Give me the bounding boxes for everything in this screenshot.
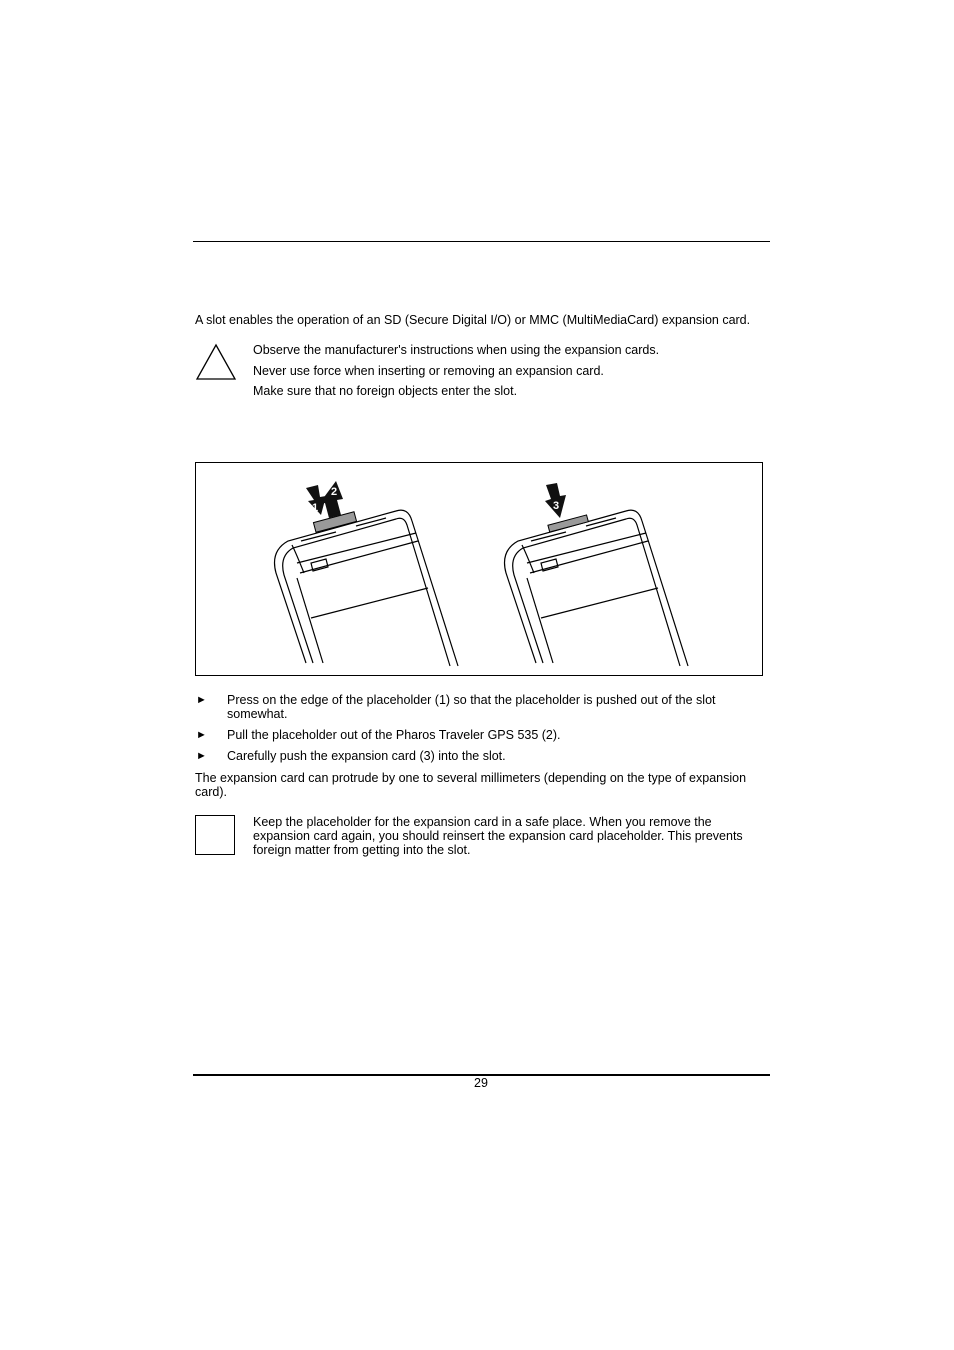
expansion-card (548, 515, 588, 532)
note-icon (195, 815, 235, 855)
step-item (195, 728, 770, 742)
header-rule (193, 241, 770, 242)
bullet-arrow-icon: ► (196, 694, 207, 706)
device-illustration (196, 463, 764, 677)
bullet-arrow-icon: ► (196, 729, 207, 741)
warning-triangle-icon (195, 343, 237, 381)
device-left-drawing (275, 510, 459, 666)
page-number: 29 (474, 1076, 488, 1090)
warning-item: Never use force when inserting or removing an expansion card. (253, 363, 604, 378)
figure-label-3: 3 (553, 500, 560, 512)
step-item (195, 749, 770, 763)
warning-list (253, 343, 773, 405)
intro-paragraph: A slot enables the operation of an SD (Secure Digital I/O) or MMC (MultiMediaCard) expansion card. (195, 313, 751, 327)
figure-label-1: 1 (312, 502, 319, 514)
protrude-paragraph: The expansion card can protrude by one to several millimeters (depending on the type of expansion card). (195, 771, 747, 799)
note-paragraph: Keep the placeholder for the expansion card in a safe place. When you remove the expansion card again, you should reinsert the expansion card placeholder. This prevents foreign matter from getting into the slot. (253, 815, 743, 857)
step-item (195, 693, 770, 721)
device-right-drawing (505, 510, 689, 666)
figure-label-2: 2 (331, 486, 338, 498)
bullet-arrow-icon: ► (196, 750, 207, 762)
step-text: Press on the edge of the placeholder (1) so that the placeholder is pushed out of the slot somewhat. (227, 693, 716, 721)
warning-item: Make sure that no foreign objects enter the slot. (253, 384, 518, 398)
step-text: Carefully push the expansion card (3) into the slot. (227, 749, 506, 763)
instruction-steps (195, 693, 770, 770)
step-text: Pull the placeholder out of the Pharos Traveler GPS 535 (2). (227, 728, 561, 742)
expansion-card-figure (195, 462, 763, 676)
warning-item: Observe the manufacturer's instructions when using the expansion cards. (253, 343, 660, 357)
